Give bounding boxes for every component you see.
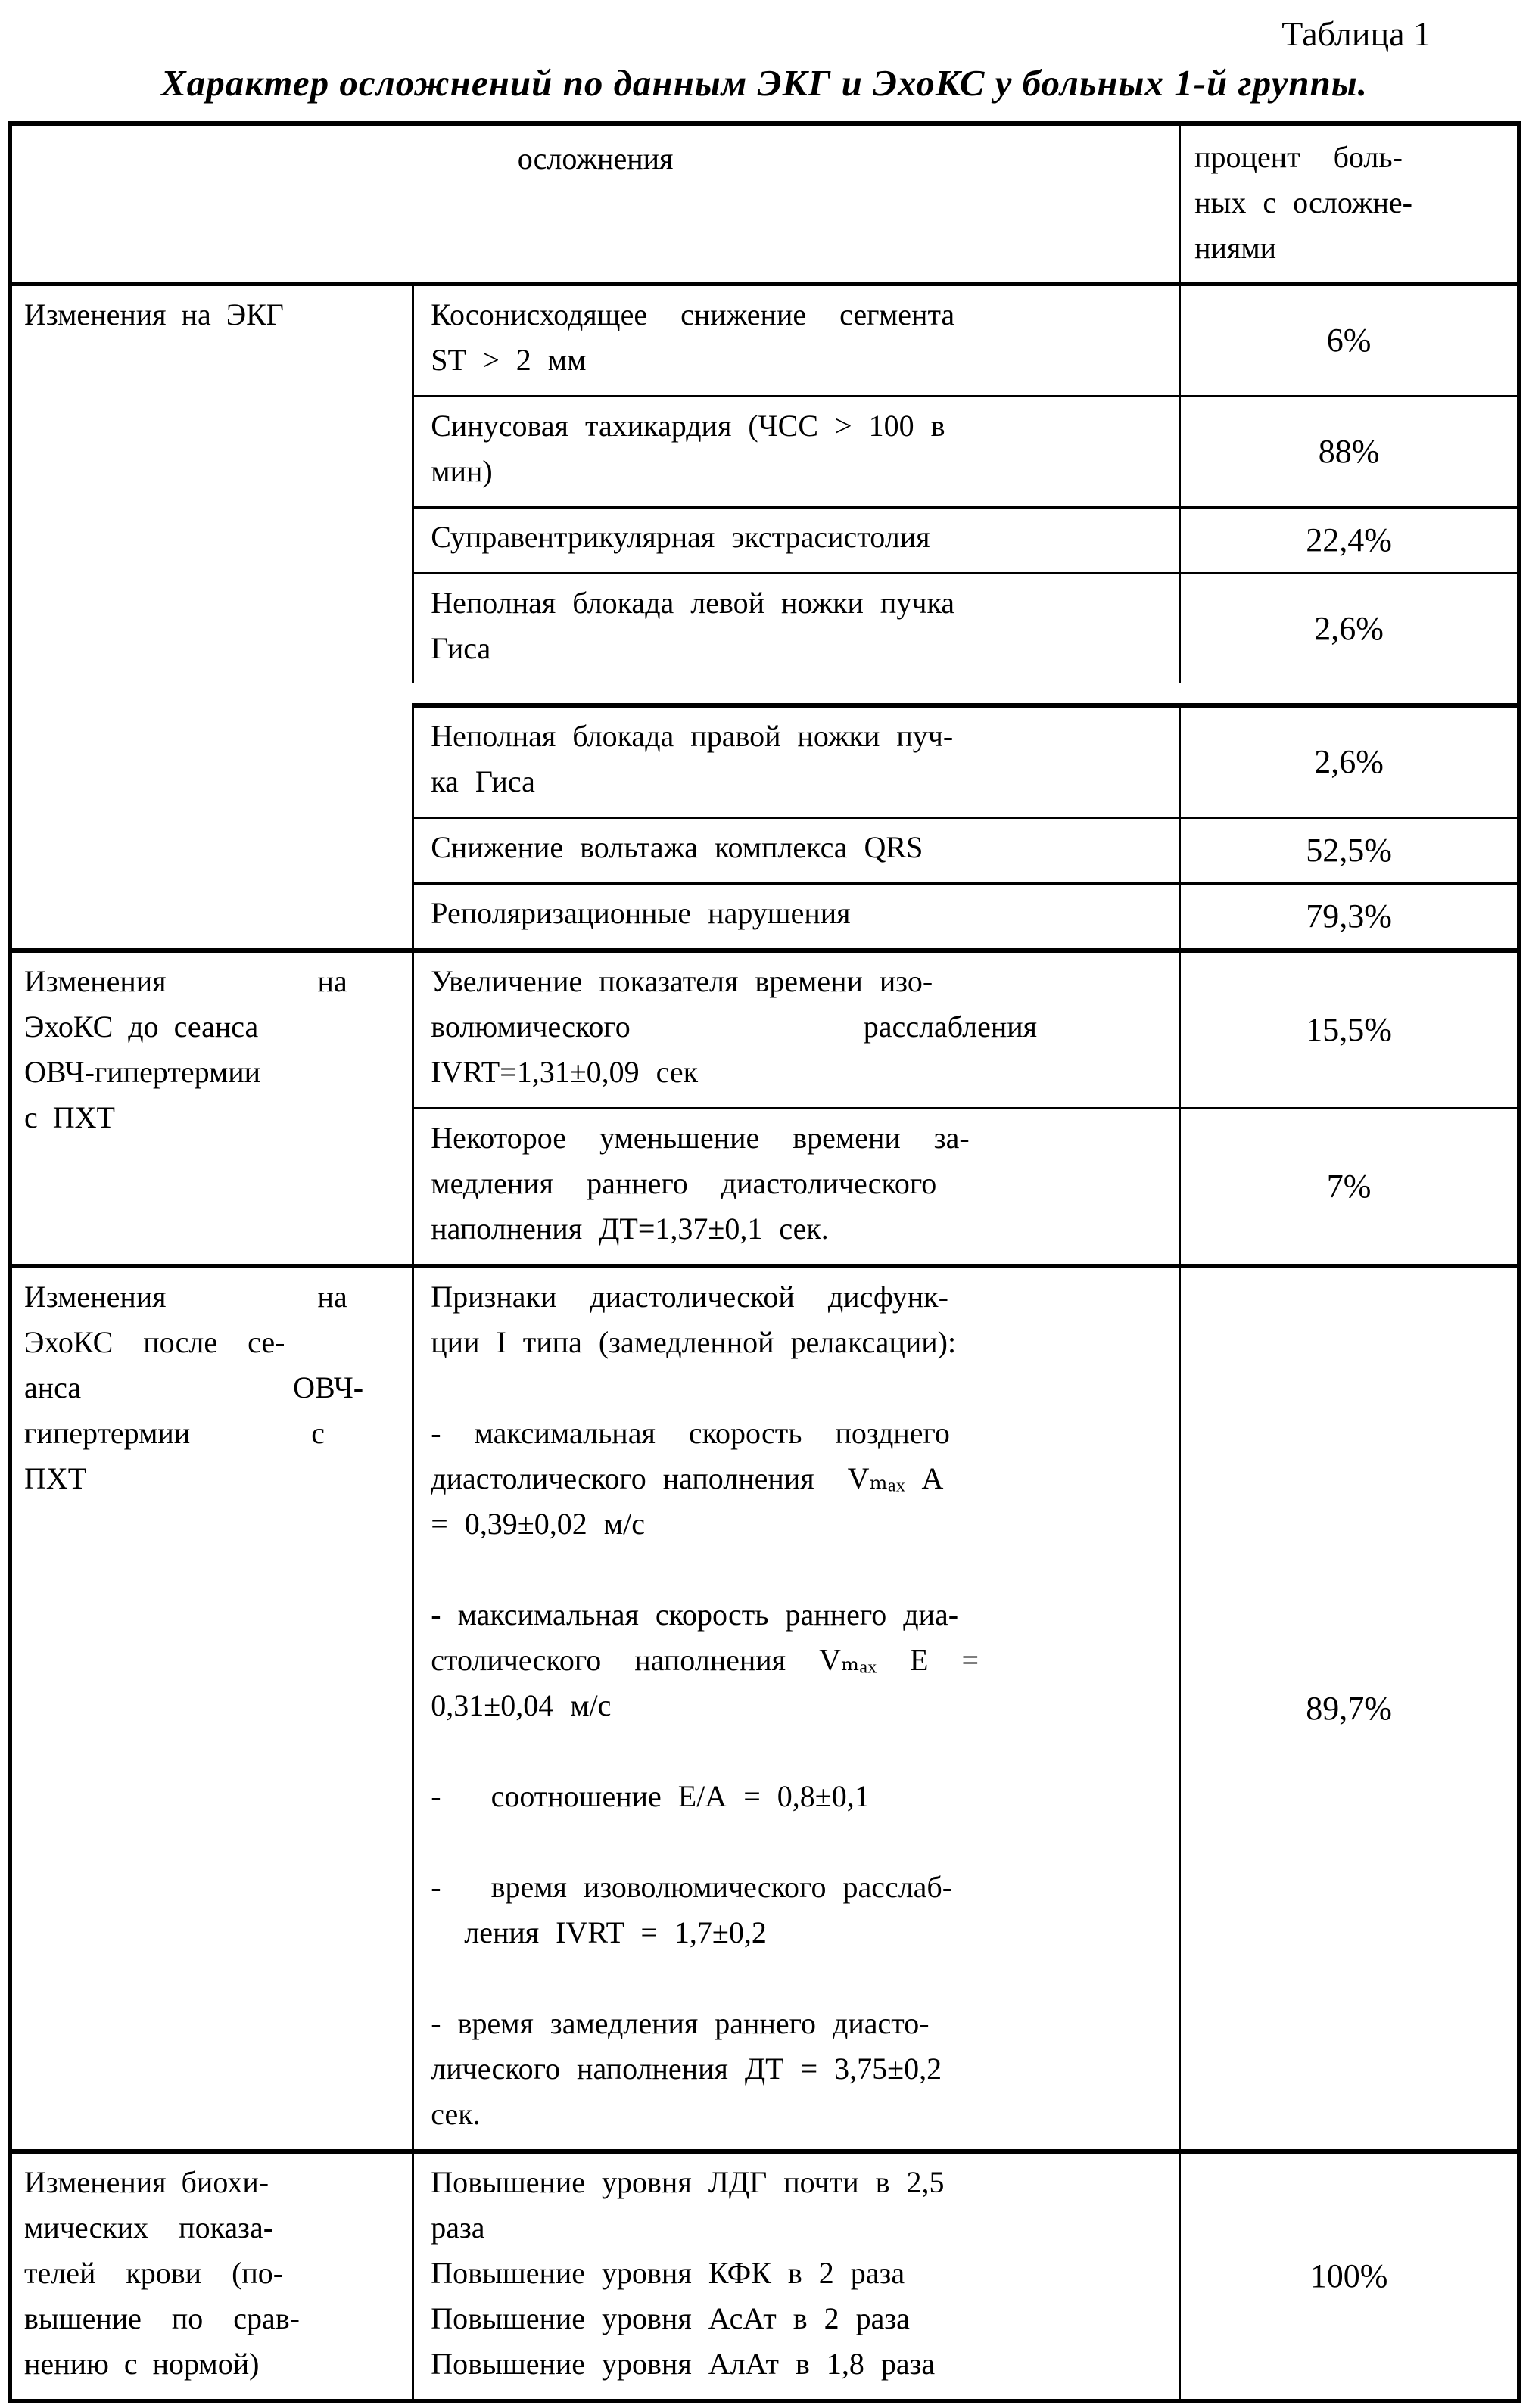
group-label: Изменения на ЭхоКС после се- анса ОВЧ- гипертермии с ПХТ — [12, 1264, 414, 2149]
percent-cell: 6% — [1181, 282, 1517, 395]
complication-cell: Некоторое уменьшение времени за- медления раннего диастолического наполнения ДТ=1,37±0,1 сек. — [414, 1107, 1181, 1264]
percent-cell: 88% — [1181, 395, 1517, 506]
complications-table — [8, 121, 1521, 2403]
group-label-continuation — [12, 703, 414, 948]
complication-cell: Признаки диастолической дисфунк- ции I типа (замедленной релаксации): - максимальная скорость позднего диастолического наполнения Vₘₐₓ А = 0,39±0,02 м/с - максимальная скорость раннего диа- столического наполнения Vₘₐₓ Е = 0,31±0,04 м/с - соотношение Е/А = 0,8±0,1 - время изоволюмического расслаб- ления IVRT = 1,7±0,2 - время замедления раннего диасто- лического наполнения ДТ = 3,75±0,2 сек. — [414, 1264, 1181, 2149]
percent-cell: 79,3% — [1181, 882, 1517, 948]
table-title: Характер осложнений по данным ЭКГ и ЭхоКС у больных 1-й группы. — [161, 62, 1368, 104]
complication-cell: Снижение вольтажа комплекса QRS — [414, 817, 1181, 882]
header-percent: процент боль- ных с осложне- ниями — [1194, 140, 1412, 265]
complication-cell: Повышение уровня ЛДГ почти в 2,5 раза Повышение уровня КФК в 2 раза Повышение уровня АсАт в 2 раза Повышение уровня АлАт в 1,8 раза — [414, 2149, 1181, 2399]
header-complications: осложнения — [12, 126, 1181, 282]
complication-cell: Суправентрикулярная экстрасистолия — [414, 506, 1181, 572]
percent-cell: 15,5% — [1181, 948, 1517, 1107]
percent-cell: 22,4% — [1181, 506, 1517, 572]
table-caption: Таблица 1 — [1281, 14, 1431, 53]
percent-cell: 2,6% — [1181, 572, 1517, 683]
complication-cell: Косонисходящее снижение сегмента ST > 2 мм — [414, 282, 1181, 395]
percent-cell: 52,5% — [1181, 817, 1517, 882]
table-split-gap — [12, 683, 1517, 703]
complication-cell: Увеличение показателя времени изо- волюмического расслабления IVRT=1,31±0,09 сек — [414, 948, 1181, 1107]
complication-cell: Реполяризационные нарушения — [414, 882, 1181, 948]
group-label: Изменения на ЭхоКС до сеанса ОВЧ-гипертермии с ПХТ — [12, 948, 414, 1264]
group-label: Изменения на ЭКГ — [12, 282, 414, 683]
percent-cell: 100% — [1181, 2149, 1517, 2399]
complication-cell: Синусовая тахикардия (ЧСС > 100 в мин) — [414, 395, 1181, 506]
complication-cell: Неполная блокада правой ножки пуч- ка Гиса — [414, 703, 1181, 817]
group-label: Изменения биохи- мических показа- телей крови (по- вышение по срав- нению с нормой) — [12, 2149, 414, 2399]
percent-cell: 89,7% — [1181, 1264, 1517, 2149]
percent-cell: 2,6% — [1181, 703, 1517, 817]
complication-cell: Неполная блокада левой ножки пучка Гиса — [414, 572, 1181, 683]
percent-cell: 7% — [1181, 1107, 1517, 1264]
